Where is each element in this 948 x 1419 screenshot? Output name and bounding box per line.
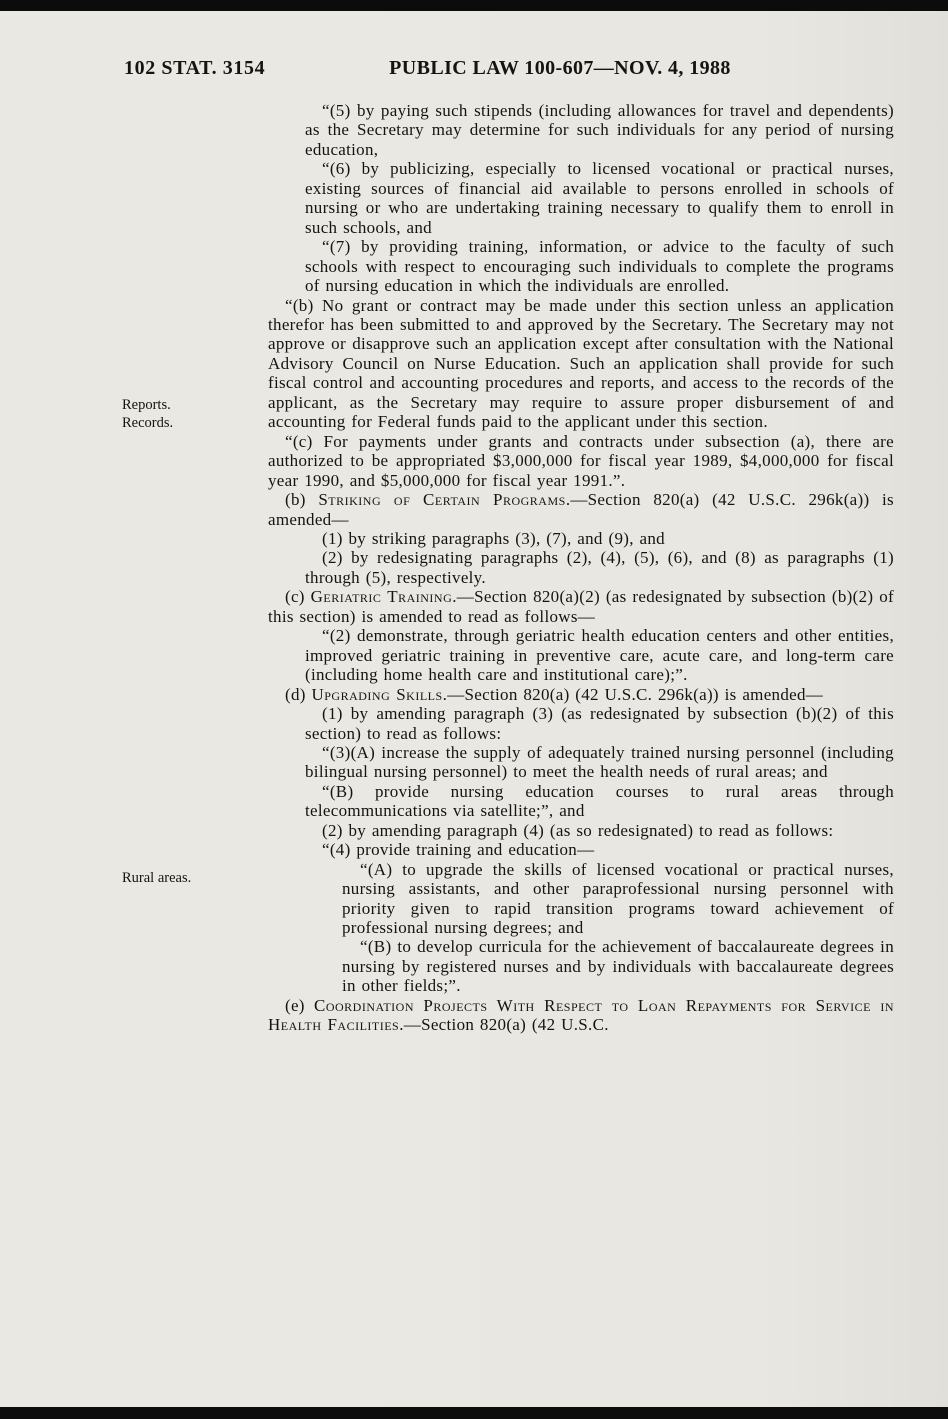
statute-paragraph [342, 937, 894, 995]
statute-paragraph [305, 237, 894, 295]
paragraph-text: (2) by amending paragraph (4) (as so redesignated) to read as follows: [322, 820, 834, 840]
margin-note-rural-areas: Rural areas. [122, 870, 192, 886]
paragraph-text: “(b) No grant or contract may be made under this section unless an application therefor has been submitted to and approved by the Secretary. The Secretary may not approve or disapprove such an application except after consultation with the National Advisory Council on Nurse Education. Such an application shall provide for such fiscal control and accounting procedures and reports, and access to the records of the applicant, as the Secretary may require to assure proper disbursement of and accounting for Federal funds paid to the applicant under this section. [268, 295, 894, 432]
paragraph-text: “(c) For payments under grants and contracts under subsection (a), there are authorized to be appropriated $3,000,000 for fiscal year 1989, $4,000,000 for fiscal year 1990, and $5,000,000 for fiscal year 1991.”. [268, 431, 894, 490]
statute-paragraph [305, 840, 894, 859]
paragraph-text: (d) [285, 684, 312, 704]
paragraph-text: “(7) by providing training, information, or advice to the faculty of such schools with respect to encouraging such individuals to complete the programs of nursing education in which the individuals are enrolled. [305, 237, 894, 296]
paragraph-text: (2) by redesignating paragraphs (2), (4), (5), (6), and (8) as paragraphs (1) through (5), respectively. [305, 548, 894, 587]
paragraph-text: “(2) demonstrate, through geriatric health education centers and other entities, improved geriatric training in preventive care, acute care, and long-term care (including home health care and institutional care);”. [305, 626, 894, 685]
paragraph-text: “(6) by publicizing, especially to licensed vocational or practical nurses, existing sources of financial aid available to persons enrolled in schools of nursing or who are undertaking training necessary to qualify them to enroll in such schools, and [305, 159, 894, 237]
statute-paragraph [305, 159, 894, 237]
statute-paragraph [268, 432, 894, 490]
page-header [0, 57, 948, 87]
paragraph-text: (1) by striking paragraphs (3), (7), and (9), and [322, 528, 665, 548]
smallcaps-heading-text: Striking of Certain Programs [318, 490, 566, 510]
body-text [268, 101, 894, 1035]
smallcaps-heading-text: Upgrading Skills [311, 684, 443, 704]
statute-paragraph [268, 685, 894, 704]
paragraph-text: “(B) to develop curricula for the achievement of baccalaureate degrees in nursing by registered nurses and by individuals with baccalaureate degrees in other fields;”. [342, 937, 894, 996]
statute-paragraph [305, 704, 894, 743]
paragraph-text: “(3)(A) increase the supply of adequately trained nursing personnel (including bilingual nursing personnel) to meet the health needs of rural areas; and [305, 742, 894, 782]
statute-paragraph [305, 821, 894, 840]
margin-note-records: Records. [122, 415, 174, 431]
paragraph-text: (c) [285, 587, 311, 607]
paragraph-text: .—Section 820(a) (42 U.S.C. [399, 1015, 609, 1035]
paragraph-text: .—Section 820(a) (42 U.S.C. 296k(a)) is amended— [442, 684, 824, 704]
paragraph-text: “(B) provide nursing education courses to rural areas through telecommunications via satellite;”, and [305, 781, 894, 821]
paragraph-text: (1) by amending paragraph (3) (as redesignated by subsection (b)(2) of this section) to read as follows: [305, 704, 894, 743]
statute-paragraph [305, 626, 894, 684]
statute-paragraph [268, 490, 894, 529]
statute-paragraph [305, 101, 894, 159]
statute-paragraph [268, 996, 894, 1035]
statute-paragraph [268, 587, 894, 626]
smallcaps-heading-text: Geriatric Training [310, 587, 453, 607]
margin-note-reports: Reports. [122, 397, 171, 413]
statute-paragraph [305, 548, 894, 587]
statute-paragraph [305, 529, 894, 548]
paragraph-text: .—Section 820(a) (42 U.S.C. 296k(a)) is amended— [268, 490, 894, 529]
statute-paragraph [305, 743, 894, 782]
scan-artifact-bottom-edge [0, 1407, 948, 1419]
statute-paragraph [305, 782, 894, 821]
law-title: PUBLIC LAW 100-607—NOV. 4, 1988 [389, 57, 731, 79]
paragraph-text: (b) [285, 490, 319, 510]
paragraph-text: “(4) provide training and education— [322, 840, 595, 860]
statute-paragraph [268, 296, 894, 432]
paragraph-text: (e) [285, 995, 314, 1015]
statute-paragraph [342, 860, 894, 938]
scan-artifact-top-edge [0, 0, 948, 11]
stat-page-number: 102 STAT. 3154 [124, 57, 266, 79]
paragraph-text: .—Section 820(a)(2) (as redesignated by subsection (b)(2) of this section) is amended to read as follows— [268, 587, 894, 626]
paragraph-text: “(A) to upgrade the skills of licensed vocational or practical nurses, nursing assistants, and other paraprofessional nursing personnel with priority given to rapid transition programs toward achievement of professional nursing degrees; and [342, 859, 894, 938]
smallcaps-heading-text: Coordination Projects With Respect to Loan Repayments for Service in Health Facilities [268, 995, 894, 1035]
paragraph-text: “(5) by paying such stipends (including allowances for travel and dependents) as the Secretary may determine for such individuals for any period of nursing education, [305, 101, 894, 159]
